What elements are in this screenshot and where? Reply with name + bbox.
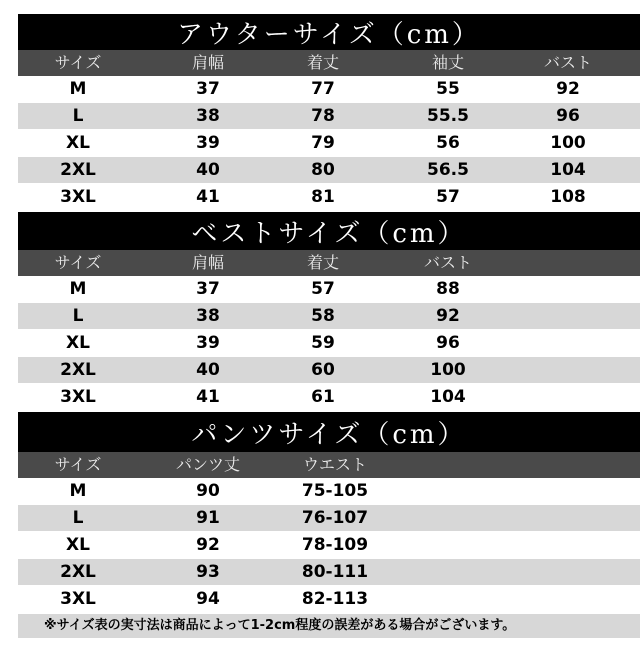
table-row [18, 276, 640, 302]
header-shoulder: 肩幅 [191, 253, 224, 272]
header-waist: ウエスト [302, 455, 367, 474]
cell-shoulder: 39 [196, 133, 220, 153]
cell-bust: 92 [436, 306, 460, 326]
cell-bust: 96 [436, 333, 460, 353]
cell-size: 3XL [60, 387, 96, 407]
table-row [18, 303, 640, 329]
cell-length: 81 [311, 187, 335, 207]
vest-size-title: ベストサイズ（cm） [18, 212, 640, 250]
cell-shoulder: 40 [196, 360, 220, 380]
cell-shoulder: 37 [196, 279, 220, 299]
cell-bust: 96 [556, 106, 580, 126]
table-row [18, 357, 640, 383]
table-row [18, 559, 640, 585]
outer-header-row [18, 50, 640, 76]
cell-sleeve: 57 [436, 187, 460, 207]
cell-waist: 78-109 [301, 535, 369, 555]
cell-length: 80 [311, 160, 335, 180]
table-row [18, 384, 640, 410]
header-sleeve: 袖丈 [431, 53, 464, 72]
cell-size: 2XL [60, 562, 96, 582]
table-row [18, 76, 640, 102]
cell-shoulder: 41 [196, 387, 220, 407]
cell-size: 2XL [60, 360, 96, 380]
cell-bust: 92 [556, 79, 580, 99]
cell-pants-length: 93 [196, 562, 220, 582]
cell-size: XL [66, 133, 90, 153]
header-shoulder: 肩幅 [191, 53, 224, 72]
cell-length: 61 [311, 387, 335, 407]
cell-size: L [72, 306, 84, 326]
table-row [18, 330, 640, 356]
cell-size: XL [66, 535, 90, 555]
cell-bust: 100 [550, 133, 586, 153]
header-pants-length: パンツ丈 [175, 455, 240, 474]
cell-sleeve: 55 [436, 79, 460, 99]
cell-shoulder: 39 [196, 333, 220, 353]
table-row [18, 532, 640, 558]
header-size: サイズ [54, 53, 102, 72]
header-length: 着丈 [306, 53, 339, 72]
table-row [18, 478, 640, 504]
header-bust: バスト [543, 53, 592, 72]
cell-pants-length: 92 [196, 535, 220, 555]
cell-bust: 88 [436, 279, 460, 299]
header-length: 着丈 [306, 253, 339, 272]
header-size: サイズ [54, 455, 102, 474]
cell-size: 3XL [60, 187, 96, 207]
cell-size: XL [66, 333, 90, 353]
cell-size: L [72, 106, 84, 126]
cell-shoulder: 38 [196, 306, 220, 326]
size-note: ※サイズ表の実寸法は商品によって1-2cm程度の誤差がある場合がございます。 [18, 614, 640, 638]
cell-size: M [69, 79, 87, 99]
cell-bust: 104 [550, 160, 586, 180]
cell-sleeve: 56.5 [427, 160, 469, 180]
cell-size: M [69, 279, 87, 299]
cell-waist: 76-107 [301, 508, 369, 528]
cell-waist: 75-105 [301, 481, 369, 501]
cell-size: L [72, 508, 84, 528]
header-size: サイズ [54, 253, 102, 272]
cell-sleeve: 56 [436, 133, 460, 153]
table-row [18, 184, 640, 210]
cell-bust: 104 [430, 387, 466, 407]
cell-size: 2XL [60, 160, 96, 180]
cell-length: 60 [311, 360, 335, 380]
cell-pants-length: 91 [196, 508, 220, 528]
cell-length: 57 [311, 279, 335, 299]
table-row [18, 157, 640, 183]
cell-size: M [69, 481, 87, 501]
cell-shoulder: 38 [196, 106, 220, 126]
cell-pants-length: 90 [196, 481, 220, 501]
cell-length: 58 [311, 306, 335, 326]
pants-header-row [18, 452, 640, 478]
cell-bust: 100 [430, 360, 466, 380]
header-bust: バスト [423, 253, 472, 272]
cell-waist: 82-113 [301, 589, 369, 609]
table-row [18, 103, 640, 129]
cell-length: 78 [311, 106, 335, 126]
cell-length: 77 [311, 79, 335, 99]
cell-shoulder: 41 [196, 187, 220, 207]
cell-shoulder: 40 [196, 160, 220, 180]
pants-size-title: パンツサイズ（cm） [18, 412, 640, 452]
cell-length: 59 [311, 333, 335, 353]
vest-header-row [18, 250, 640, 276]
cell-waist: 80-111 [301, 562, 369, 582]
cell-sleeve: 55.5 [427, 106, 469, 126]
table-row [18, 130, 640, 156]
cell-shoulder: 37 [196, 79, 220, 99]
outer-size-title: アウターサイズ（cm） [18, 14, 640, 50]
cell-bust: 108 [550, 187, 586, 207]
cell-size: 3XL [60, 589, 96, 609]
table-row [18, 505, 640, 531]
table-row [18, 586, 640, 612]
cell-pants-length: 94 [196, 589, 220, 609]
cell-length: 79 [311, 133, 335, 153]
